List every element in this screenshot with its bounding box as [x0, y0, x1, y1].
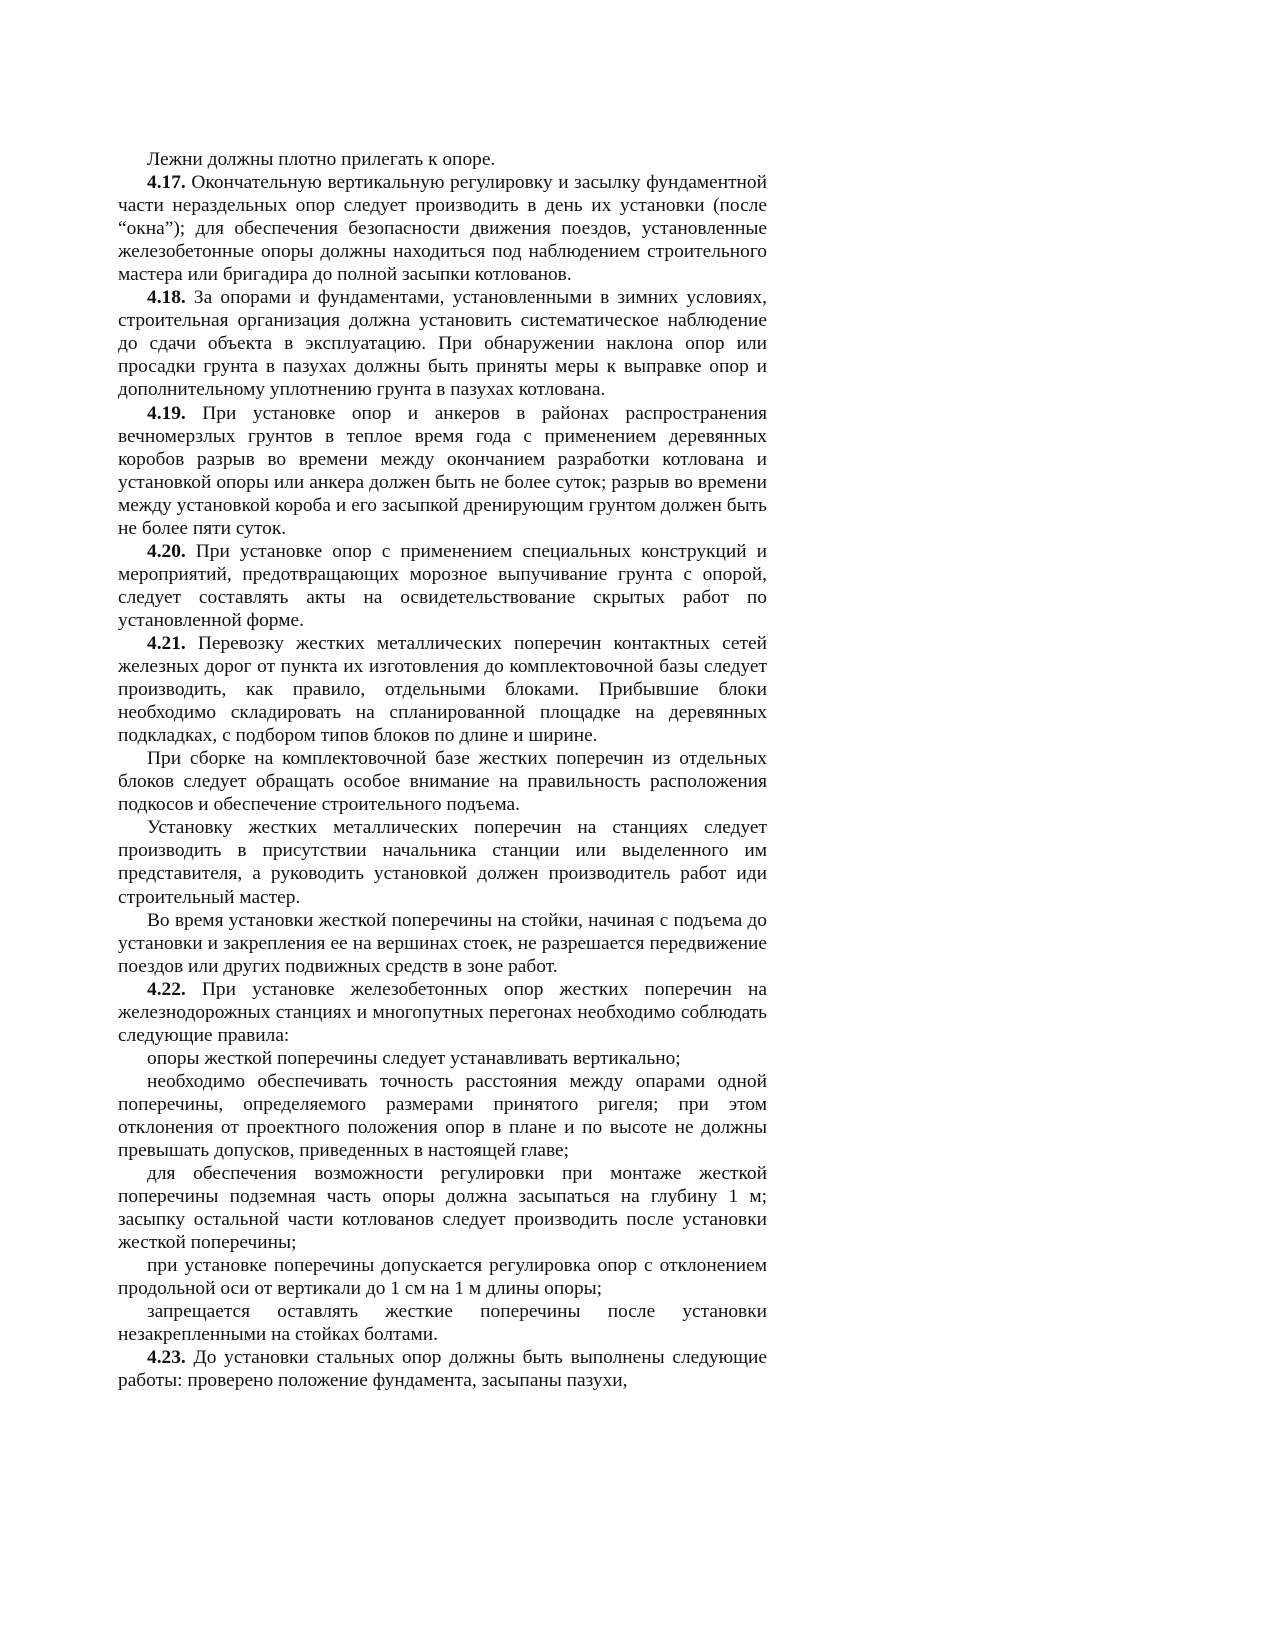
paragraph-text: при установке поперечины допускается регулировка опор с отклонением продольной оси от вертикали до 1 см на 1 м длины опоры; [118, 1255, 767, 1300]
paragraph-text: Окончательную вертикальную регулировку и засылку фундаментной части нераздельных опор следует производить в день их установки (после “окна”); для обеспечения безопасности движения поездов, установленные железобетонные опоры должны находиться под наблюдением строительного мастера или бригадира до полной засыпки котлованов. [118, 172, 767, 286]
clause-number: 4.18. [147, 287, 186, 309]
rule-bolts [118, 1300, 767, 1346]
document-page [118, 148, 767, 1393]
clause-number: 4.19. [147, 402, 186, 424]
paragraph-assembly [118, 747, 767, 816]
rule-backfill [118, 1162, 767, 1254]
paragraph-4-18 [118, 286, 767, 401]
paragraph-installation-stations [118, 816, 767, 908]
paragraph-text: При установке опор с применением специальных конструкций и мероприятий, предотвращающих морозное выпучивание грунта с опорой, следует составлять акты на освидетельствование скрытых работ по установленной форме. [118, 540, 767, 631]
paragraph-4-20 [118, 540, 767, 632]
paragraph-4-22 [118, 978, 767, 1047]
paragraph-text: Лежни должны плотно прилегать к опоре. [147, 149, 496, 170]
paragraph-text: Установку жестких металлических поперечин на станциях следует производить в присутствии начальника станции или выделенного им представителя, а руководить установкой должен производитель работ иди строительный мастер. [118, 817, 767, 908]
clause-number: 4.23. [147, 1347, 186, 1369]
paragraph-4-19 [118, 402, 767, 540]
paragraph-text: опоры жесткой поперечины следует устанавливать вертикально; [147, 1047, 681, 1069]
paragraph-4-23 [118, 1346, 767, 1392]
paragraph-text: запрещается оставлять жесткие поперечины после установки незакрепленными на стойках болтами. [118, 1301, 767, 1346]
clause-number: 4.17. [147, 172, 186, 194]
paragraph-text: Во время установки жесткой поперечины на стойки, начиная с подъема до установки и закрепления ее на вершинах стоек, не разрешается передвижение поездов или других подвижных средств в зоне работ. [118, 909, 767, 977]
rule-distance [118, 1070, 767, 1162]
paragraph-text: для обеспечения возможности регулировки при монтаже жесткой поперечины подземная часть опоры должна засыпаться на глубину 1 м; засыпку остальной части котлованов следует производить после установки жесткой поперечины; [118, 1163, 767, 1254]
paragraph-4-21 [118, 632, 767, 747]
paragraph-text: Перевозку жестких металлических поперечин контактных сетей железных дорог от пункта их изготовления до комплектовочной базы следует производить, как правило, отдельными блоками. Прибывшие блоки необходимо складировать на спланированной площадке на деревянных подкладках, с подбором типов блоков по длине и ширине. [118, 632, 767, 747]
paragraph-text: При установке опор и анкеров в районах распространения вечномерзлых грунтов в теплое время года с применением деревянных коробов разрыв во времени между окончанием разработки котлована и установкой опоры или анкера должен быть не более суток; разрыв во времени между установкой короба и его засыпкой дренирующим грунтом должен быть не более пяти суток. [118, 402, 767, 539]
clause-number: 4.21. [147, 632, 186, 654]
rule-vertical [118, 1047, 767, 1070]
clause-number: 4.22. [147, 978, 186, 1000]
paragraph-lezhni [118, 148, 767, 171]
clause-number: 4.20. [147, 540, 186, 562]
paragraph-text: При сборке на комплектовочной базе жестких поперечин из отдельных блоков следует обращать особое внимание на правильность расположения подкосов и обеспечение строительного подъема. [118, 748, 767, 816]
paragraph-text: За опорами и фундаментами, установленными в зимних условиях, строительная организация должна установить систематическое наблюдение до сдачи объекта в эксплуатацию. При обнаружении наклона опор или просадки грунта в пазухах должны быть приняты меры к выправке опор и дополнительному уплотнению грунта в пазухах котлована. [118, 287, 767, 401]
paragraph-text: При установке железобетонных опор жестких поперечин на железнодорожных станциях и многопутных перегонах необходимо соблюдать следующие правила: [118, 978, 767, 1046]
paragraph-4-17 [118, 171, 767, 286]
rule-adjustment [118, 1254, 767, 1300]
paragraph-text: До установки стальных опор должны быть выполнены следующие работы: проверено положение фундамента, засыпаны пазухи, [118, 1347, 767, 1392]
paragraph-text: необходимо обеспечивать точность расстояния между опарами одной поперечины, определяемого размерами принятого ригеля; при этом отклонения от проектного положения опор в плане и по высоте не должны превышать допусков, приведенных в настоящей главе; [118, 1070, 767, 1162]
paragraph-traffic-restriction [118, 909, 767, 978]
